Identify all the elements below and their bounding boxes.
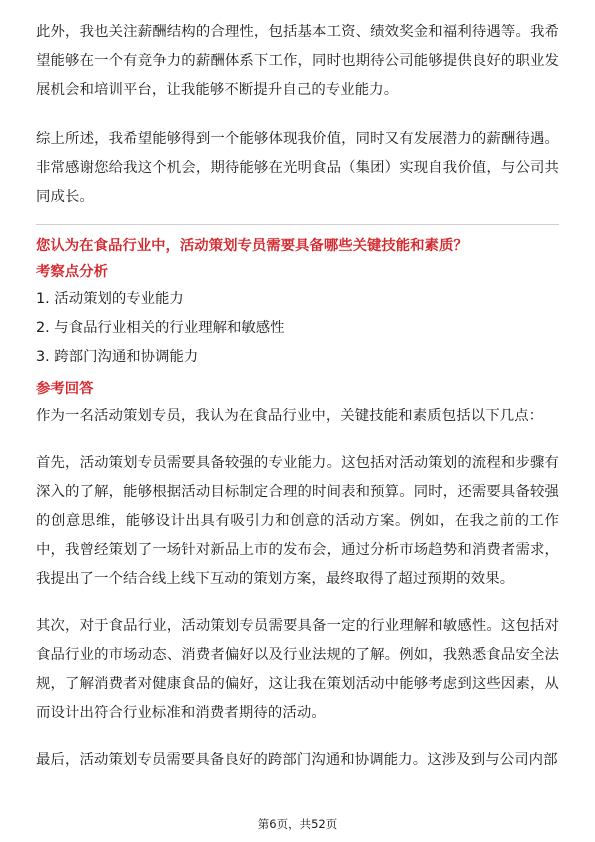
answer-intro: 作为一名活动策划专员，我认为在食品行业中，关键技能和素质包括以下几点：: [36, 408, 544, 424]
analysis-item: 3. 跨部门沟通和协调能力: [36, 349, 199, 365]
analysis-title: 考察点分析: [36, 264, 108, 280]
body-paragraph: 综上所述，我希望能够得到一个能够体现我价值，同时又有发展潜力的薪酬待遇。非常感谢您给我这个机会，期待能够在光明食品（集团）实现自我价值，与公司共同成长。: [36, 131, 559, 205]
page-number: 第6页，共52页: [257, 817, 338, 831]
body-paragraph: 此外，我也关注薪酬结构的合理性，包括基本工资、绩效奖金和福利待遇等。我希望能够在一个有竞争力的薪酬体系下工作，同时也期待公司能够提供良好的职业发展机会和培训平台，让我能够不断提升自己的专业能力。: [36, 24, 559, 98]
analysis-item: 1. 活动策划的专业能力: [36, 291, 184, 307]
document-page: [36, 18, 559, 775]
answer-paragraph: 最后，活动策划专员需要具备良好的跨部门沟通和协调能力。这涉及到与公司内部: [36, 752, 558, 768]
analysis-item: 2. 与食品行业相关的行业理解和敏感性: [36, 320, 285, 336]
answer-paragraph: 其次，对于食品行业，活动策划专员需要具备一定的行业理解和敏感性。这包括对食品行业的市场动态、消费者偏好以及行业法规的了解。例如，我熟悉食品安全法规，了解消费者对健康食品的偏好，这让我在策划活动中能够考虑到这些因素，从而设计出符合行业标准和消费者期待的活动。: [36, 618, 559, 721]
answer-title: 参考回答: [36, 381, 94, 397]
section-divider: [36, 224, 559, 225]
answer-paragraph: 首先，活动策划专员需要具备较强的专业能力。这包括对活动策划的流程和步骤有深入的了解，能够根据活动目标制定合理的时间表和预算。同时，还需要具备较强的创意思维，能够设计出具有吸引力和创意的活动方案。例如，在我之前的工作中，我曾经策划了一场针对新品上市的发布会，通过分析市场趋势和消费者需求，我提出了一个结合线上线下互动的策划方案，最终取得了超过预期的效果。: [36, 455, 559, 587]
question-heading: 您认为在食品行业中，活动策划专员需要具备哪些关键技能和素质？: [36, 238, 468, 254]
